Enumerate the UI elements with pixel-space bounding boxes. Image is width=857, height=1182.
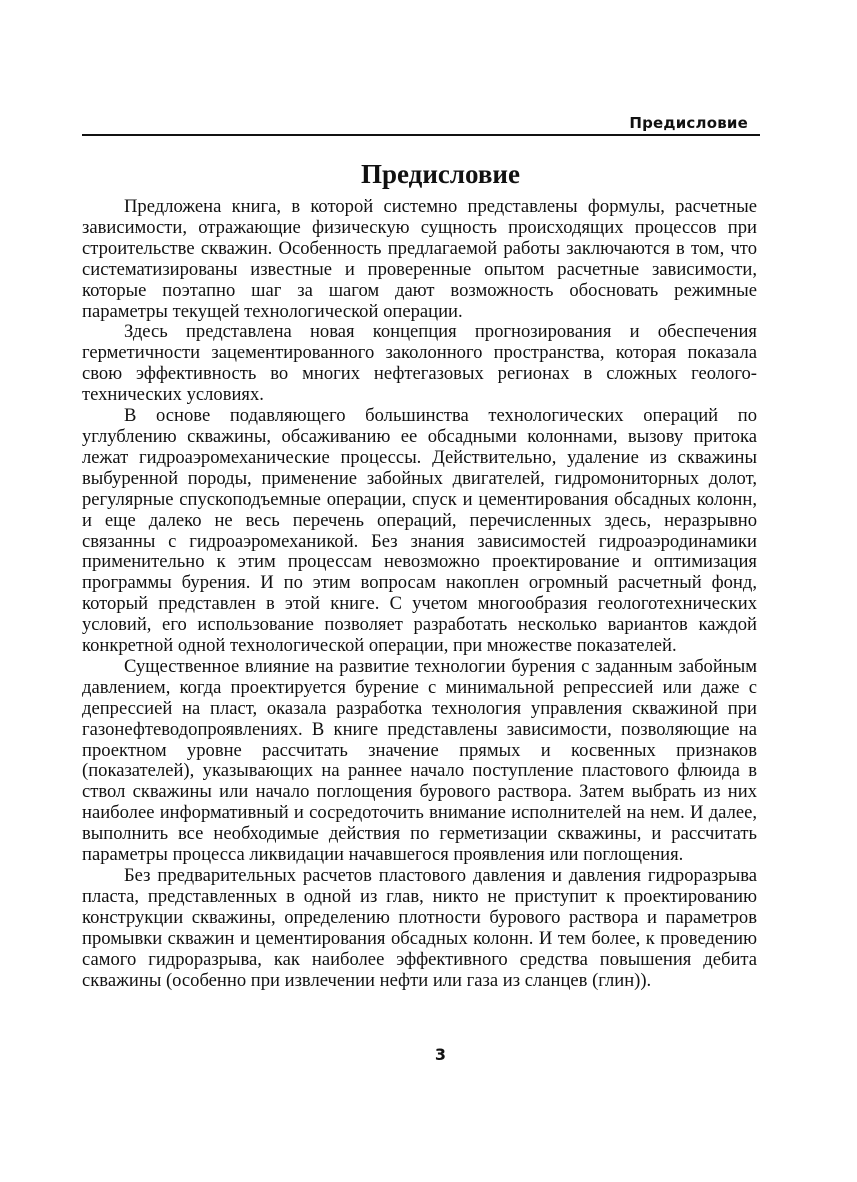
paragraph: Существенное влияние на развитие технологии бурения с заданным забойным давлением, когда проектируется бурение с минимальной репрессией или даже с депрессией на пласт, оказала разработка технология управления скважиной при газонефтеводопроявлениях. В книге представлены зависимости, позволяющие на проектном уровне рассчитать значение прямых и косвенных признаков (показателей), указывающих на раннее начало поступление пластового флюида в ствол скважины или начало поглощения бурового раствора. Затем выбрать из них наиболее информативный и сосредоточить внимание исполнителей на нем. И далее, выполнить все необходимые действия по герметизации скважины, и рассчитать параметры процесса ликвидации начавшегося проявления или поглощения. [82, 655, 757, 866]
paragraph: Без предварительных расчетов пластового давления и давления гидроразрыва пласта, представленных в одной из глав, никто не приступит к проектированию конструкции скважины, определению плотности бурового раствора и параметров промывки скважин и цементирования обсадных колонн. И тем более, к проведению самого гидроразрыва, как наиболее эффективного средства повышения дебита скважины (особенно при извлечении нефти или газа из сланцев (глин)). [82, 865, 757, 991]
body-text [82, 197, 757, 991]
paragraph: Предложена книга, в которой системно представлены формулы, расчетные зависимости, отражающие физическую сущность происходящих процессов при строительстве скважин. Особенность предлагаемой работы заключаются в том, что систематизированы известные и проверенные опытом расчетные зависимости, которые поэтапно шаг за шагом дают возможность обосновать режимные параметры текущей технологической операции. [82, 196, 757, 322]
running-header [82, 110, 760, 136]
page-title: Предисловие [361, 159, 520, 189]
page-number: 3 [434, 1045, 447, 1064]
paragraph: Здесь представлена новая концепция прогнозирования и обеспечения герметичности зацементированного заколонного пространства, которая показала свою эффективность во многих нефтегазовых регионах в сложных геолого-технических условиях. [82, 321, 757, 406]
running-header-text: Предисловие [629, 114, 748, 132]
paragraph: В основе подавляющего большинства технологических операций по углублению скважины, обсаживанию ее обсадными колоннами, вызову притока лежат гидроаэромеханические процессы. Действительно, удаление из скважины выбуренной породы, применение забойных двигателей, гидромониторных долот, регулярные спускоподъемные операции, спуск и цементирования обсадных колонн, и еще далеко не весь перечень операций, перечисленных здесь, неразрывно связанны с гидроаэромеханикой. Без знания зависимостей гидроаэродинамики применительно к этим процессам невозможно проектирование и оптимизация программы бурения. И по этим вопросам накоплен огромный расчетный фонд, который представлен в этой книге. С учетом многообразия геологотехнических условий, его использование позволяет разработать несколько вариантов каждой конкретной одной технологической операции, при множестве показателей. [82, 405, 757, 657]
